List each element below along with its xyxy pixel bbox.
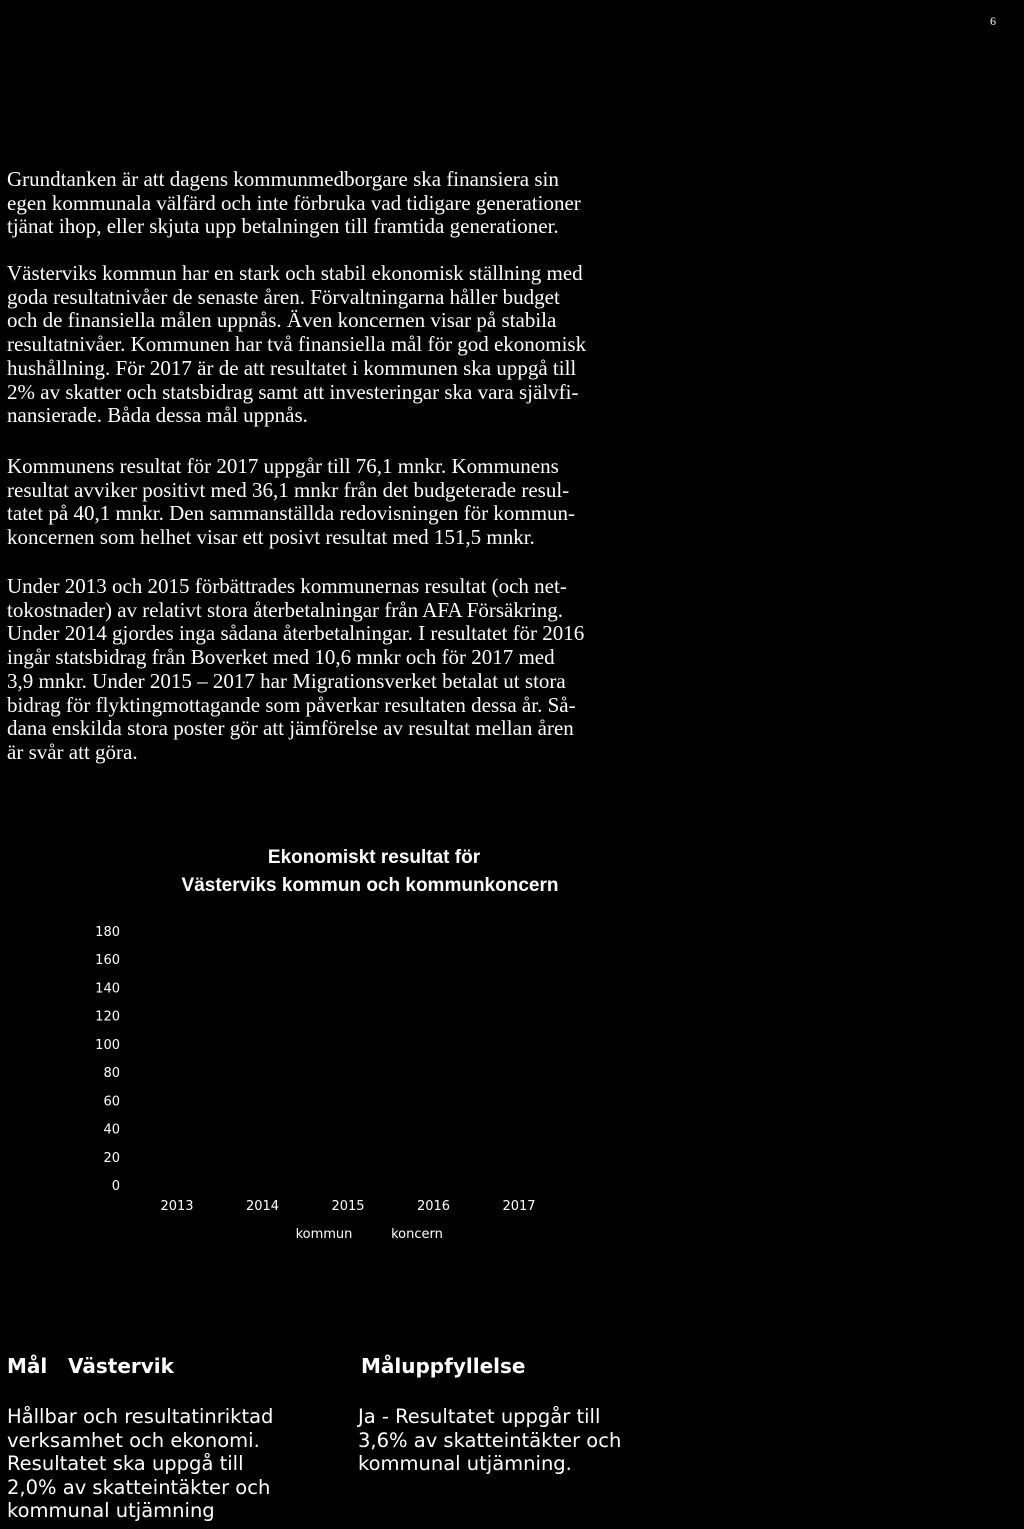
text-line: koncernen som helhet visar ett posivt resultat med 151,5 mnkr. [7,525,535,550]
text-line: Under 2013 och 2015 förbättrades kommunernas resultat (och net- [7,574,567,598]
text-line: 2% av skatter och statsbidrag samt att investeringar ska vara självfi- [7,379,579,404]
fulfilment-heading: Måluppfyllelse [361,1354,526,1378]
y-tick-label: 40 [103,1122,120,1138]
x-category-label: 2014 [245,1199,280,1214]
text-line: egen kommunala välfärd och inte förbruka vad tidigare generationer [7,190,581,215]
text-line: och de finansiella målen uppnås. Även koncernen visar på stabila [7,308,557,333]
goal-heading-municipality: Västervik [68,1354,174,1378]
corner-mark: 6 [990,14,996,28]
y-tick-label: 140 [95,981,120,997]
text-line: hushållning. För 2017 är de att resultatet i kommunen ska uppgå till [7,355,577,380]
legend-entry: koncern [391,1227,443,1242]
text-line: resultat avviker positivt med 36,1 mnkr från det budgeterade resul- [7,477,570,502]
fulfilment-description [358,1405,621,1476]
text-line: är svår att göra. [7,739,138,764]
chart-subtitle: Västerviks kommun och kommunkoncern [181,875,559,896]
y-tick-label: 0 [111,1179,120,1194]
goal-heading: Mål [7,1354,48,1378]
text-line: Under 2014 gjordes inga sådana återbetalningar. I resultatet för 2016 [7,621,585,646]
text-line: 2,0% av skatteintäkter och [7,1475,271,1499]
text-line: tjänat ihop, eller skjuta upp betalningen till framtida generationer. [7,214,559,239]
results-chart [0,910,740,1250]
x-category-label: 2013 [160,1199,194,1214]
text-line: Hållbar och resultatinriktad [7,1405,274,1428]
text-line: Grundtanken är att dagens kommunmedborgare ska finansiera sin [7,167,559,191]
x-category-label: 2016 [416,1199,451,1214]
paragraph-history [7,575,727,765]
paragraph-intro [7,168,727,239]
text-line: 3,9 mnkr. Under 2015 – 2017 har Migrationsverket betalat ut stora [7,668,566,693]
text-line: bidrag för flyktingmottagande som påverkar resultaten dessa år. Så- [7,692,576,717]
x-category-label: 2017 [502,1199,536,1214]
y-tick-label: 160 [95,953,120,969]
text-line: dana enskilda stora poster gör att jämförelse av resultat mellan åren [7,716,574,741]
text-line: tatet på 40,1 mnkr. Den sammanställda redovisningen för kommun- [7,501,576,526]
text-line: ingår statsbidrag från Boverket med 10,6 mnkr och för 2017 med [7,645,555,670]
y-tick-label: 180 [95,925,120,940]
chart-title: Ekonomiskt resultat för [267,847,481,868]
x-category-label: 2015 [331,1199,365,1214]
y-tick-label: 100 [95,1037,120,1053]
goal-description [7,1405,273,1523]
paragraph-economy [7,262,727,428]
text-line: 3,6% av skatteintäkter och [358,1428,622,1452]
text-line: Ja - Resultatet uppgår till [358,1405,601,1428]
text-line: Kommunens resultat för 2017 uppgår till 76,1 mnkr. Kommunens [7,454,559,478]
y-tick-label: 20 [103,1150,120,1166]
text-line: Västerviks kommun har en stark och stabil ekonomisk ställning med [7,261,583,285]
text-line: resultatnivåer. Kommunen har två finansiella mål för god ekonomisk [7,332,587,357]
text-line: tokostnader) av relativt stora återbetalningar från AFA Försäkring. [7,597,563,622]
y-tick-label: 120 [95,1009,120,1025]
text-line: Resultatet ska uppgå till [7,1452,244,1475]
text-line: nansierade. Båda dessa mål uppnås. [7,403,308,428]
text-line: kommunal utjämning [7,1499,215,1522]
text-line: kommunal utjämning. [358,1452,572,1475]
y-tick-label: 80 [103,1066,120,1082]
y-tick-label: 60 [103,1094,120,1110]
legend-entry: kommun [295,1227,353,1242]
paragraph-result [7,455,727,550]
text-line: verksamhet och ekonomi. [7,1428,260,1452]
text-line: goda resultatnivåer de senaste åren. Förvaltningarna håller budget [7,284,560,309]
